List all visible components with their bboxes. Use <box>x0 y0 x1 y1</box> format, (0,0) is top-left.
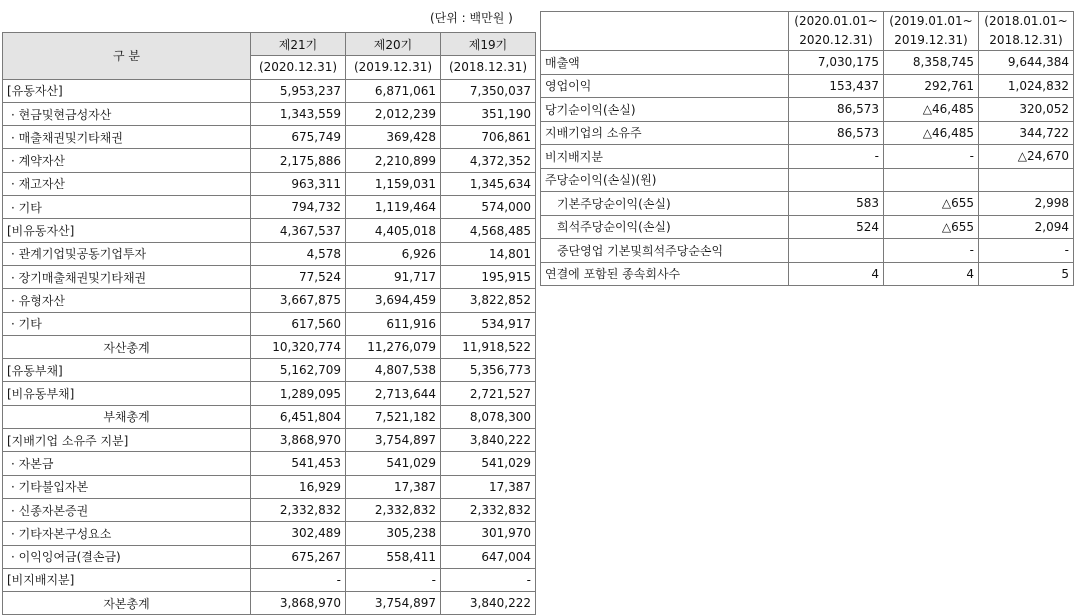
row-value: 4 <box>789 262 884 286</box>
row-value: 4 <box>884 262 979 286</box>
row-value: 5 <box>979 262 1074 286</box>
row-label: 비지배지분 <box>541 145 789 169</box>
row-value: 3,840,222 <box>441 592 536 615</box>
table-row <box>3 126 536 149</box>
row-label: [비유동부채] <box>3 382 251 405</box>
row-value: - <box>979 239 1074 263</box>
row-label: [비지배지분] <box>3 568 251 591</box>
row-label: · 관계기업및공동기업투자 <box>3 242 251 265</box>
balance-sheet-table <box>2 32 536 615</box>
row-value: 3,822,852 <box>441 289 536 312</box>
table-row <box>3 265 536 288</box>
row-value: 305,238 <box>346 522 441 545</box>
row-value: 2,175,886 <box>251 149 346 172</box>
table-row <box>541 239 1074 263</box>
row-value: 2,998 <box>979 192 1074 216</box>
row-label: [유동부채] <box>3 359 251 382</box>
row-label: · 기타자본구성요소 <box>3 522 251 545</box>
row-value: 77,524 <box>251 265 346 288</box>
table-row <box>3 405 536 428</box>
row-label: · 계약자산 <box>3 149 251 172</box>
row-value: 6,926 <box>346 242 441 265</box>
is-header-label <box>541 12 789 51</box>
table-row <box>3 172 536 195</box>
table-row <box>3 196 536 219</box>
income-statement-table <box>540 11 1074 286</box>
row-value: 320,052 <box>979 98 1074 122</box>
row-value: 369,428 <box>346 126 441 149</box>
row-value: 2,713,644 <box>346 382 441 405</box>
row-value: 344,722 <box>979 121 1074 145</box>
row-value: 86,573 <box>789 121 884 145</box>
bs-date-header: (2018.12.31) <box>441 56 536 79</box>
row-value: 4,372,352 <box>441 149 536 172</box>
row-value <box>884 168 979 192</box>
row-value: 2,210,899 <box>346 149 441 172</box>
row-value: 541,453 <box>251 452 346 475</box>
row-label: 당기순이익(손실) <box>541 98 789 122</box>
is-period-end: 2020.12.31) <box>789 31 884 51</box>
row-value: 11,918,522 <box>441 335 536 358</box>
row-label: · 장기매출채권및기타채권 <box>3 265 251 288</box>
row-value: △655 <box>884 215 979 239</box>
row-value: △46,485 <box>884 98 979 122</box>
row-value: - <box>884 145 979 169</box>
table-row <box>541 262 1074 286</box>
row-value: - <box>441 568 536 591</box>
row-value: 3,840,222 <box>441 429 536 452</box>
row-value: 963,311 <box>251 172 346 195</box>
row-value: 8,078,300 <box>441 405 536 428</box>
row-value: 5,356,773 <box>441 359 536 382</box>
row-label: 연결에 포함된 종속회사수 <box>541 262 789 286</box>
row-value: 10,320,774 <box>251 335 346 358</box>
row-value: 153,437 <box>789 74 884 98</box>
row-label: · 이익잉여금(결손금) <box>3 545 251 568</box>
row-label: 부채총계 <box>3 405 251 428</box>
bs-date-header: (2019.12.31) <box>346 56 441 79</box>
row-value: 1,024,832 <box>979 74 1074 98</box>
row-value: 647,004 <box>441 545 536 568</box>
row-value <box>789 239 884 263</box>
row-label: 희석주당순이익(손실) <box>541 215 789 239</box>
row-value: 1,343,559 <box>251 102 346 125</box>
row-value: 3,868,970 <box>251 429 346 452</box>
table-row <box>3 289 536 312</box>
table-row <box>3 592 536 615</box>
row-value: 3,694,459 <box>346 289 441 312</box>
table-row <box>3 475 536 498</box>
table-row <box>3 102 536 125</box>
row-value: 11,276,079 <box>346 335 441 358</box>
row-value: 6,871,061 <box>346 79 441 102</box>
row-value: 91,717 <box>346 265 441 288</box>
row-value: - <box>884 239 979 263</box>
row-value: 611,916 <box>346 312 441 335</box>
row-value: 574,000 <box>441 196 536 219</box>
row-value: 2,332,832 <box>251 498 346 521</box>
table-row <box>3 219 536 242</box>
row-label: 매출액 <box>541 51 789 75</box>
table-row <box>3 149 536 172</box>
row-label: [유동자산] <box>3 79 251 102</box>
row-label: 영업이익 <box>541 74 789 98</box>
bs-header-row <box>3 33 536 56</box>
row-label: · 신종자본증권 <box>3 498 251 521</box>
row-value: 17,387 <box>441 475 536 498</box>
row-value: 583 <box>789 192 884 216</box>
row-value: 17,387 <box>346 475 441 498</box>
table-row <box>3 359 536 382</box>
table-row <box>541 168 1074 192</box>
row-label: · 자본금 <box>3 452 251 475</box>
row-value <box>979 168 1074 192</box>
row-value: 2,721,527 <box>441 382 536 405</box>
table-row <box>3 429 536 452</box>
row-value: 301,970 <box>441 522 536 545</box>
is-period-start: (2020.01.01~ <box>789 12 884 32</box>
unit-note: (단위 : 백만원 ) <box>430 11 513 25</box>
bs-period-header: 제20기 <box>346 33 441 56</box>
is-header-row <box>541 12 1074 32</box>
row-label: · 기타 <box>3 196 251 219</box>
row-value: 1,159,031 <box>346 172 441 195</box>
is-period-end: 2019.12.31) <box>884 31 979 51</box>
row-value: 2,094 <box>979 215 1074 239</box>
row-label: 자본총계 <box>3 592 251 615</box>
table-row <box>3 242 536 265</box>
row-value: 3,754,897 <box>346 592 441 615</box>
row-value: △46,485 <box>884 121 979 145</box>
row-value: 675,267 <box>251 545 346 568</box>
table-row <box>3 335 536 358</box>
table-row <box>3 522 536 545</box>
row-value: 4,578 <box>251 242 346 265</box>
is-period-start: (2018.01.01~ <box>979 12 1074 32</box>
row-value: 8,358,745 <box>884 51 979 75</box>
row-label: · 재고자산 <box>3 172 251 195</box>
row-value: 541,029 <box>441 452 536 475</box>
row-value: 675,749 <box>251 126 346 149</box>
row-value: - <box>251 568 346 591</box>
table-row <box>3 568 536 591</box>
row-value: 1,119,464 <box>346 196 441 219</box>
row-value: 195,915 <box>441 265 536 288</box>
row-label: 자산총계 <box>3 335 251 358</box>
row-value: 7,030,175 <box>789 51 884 75</box>
row-label: 중단영업 기본및희석주당순손익 <box>541 239 789 263</box>
row-value: △655 <box>884 192 979 216</box>
row-label: 지배기업의 소유주 <box>541 121 789 145</box>
table-row <box>541 98 1074 122</box>
row-value: 1,345,634 <box>441 172 536 195</box>
row-label: · 현금및현금성자산 <box>3 102 251 125</box>
row-value: 3,667,875 <box>251 289 346 312</box>
row-value: 558,411 <box>346 545 441 568</box>
row-value: 5,162,709 <box>251 359 346 382</box>
row-value: 4,568,485 <box>441 219 536 242</box>
row-value: 292,761 <box>884 74 979 98</box>
row-value: 2,332,832 <box>346 498 441 521</box>
row-label: · 매출채권및기타채권 <box>3 126 251 149</box>
row-value: 9,644,384 <box>979 51 1074 75</box>
bs-period-header: 제19기 <box>441 33 536 56</box>
row-value: 2,332,832 <box>441 498 536 521</box>
table-row <box>3 382 536 405</box>
row-value: 534,917 <box>441 312 536 335</box>
row-value: 4,405,018 <box>346 219 441 242</box>
is-period-start: (2019.01.01~ <box>884 12 979 32</box>
row-value: 2,012,239 <box>346 102 441 125</box>
table-row <box>541 121 1074 145</box>
row-value: 4,367,537 <box>251 219 346 242</box>
is-period-end: 2018.12.31) <box>979 31 1074 51</box>
row-value: 3,868,970 <box>251 592 346 615</box>
table-row <box>541 74 1074 98</box>
table-row <box>3 498 536 521</box>
row-value: 14,801 <box>441 242 536 265</box>
table-row <box>541 215 1074 239</box>
row-label: · 유형자산 <box>3 289 251 312</box>
bs-period-header: 제21기 <box>251 33 346 56</box>
row-value: 7,350,037 <box>441 79 536 102</box>
row-value: 86,573 <box>789 98 884 122</box>
row-value: - <box>346 568 441 591</box>
table-row <box>3 79 536 102</box>
row-value: 351,190 <box>441 102 536 125</box>
row-value: 3,754,897 <box>346 429 441 452</box>
bs-header-label: 구 분 <box>3 33 251 80</box>
table-row <box>3 545 536 568</box>
row-label: [비유동자산] <box>3 219 251 242</box>
row-value: 4,807,538 <box>346 359 441 382</box>
row-value: 16,929 <box>251 475 346 498</box>
row-label: · 기타불입자본 <box>3 475 251 498</box>
row-value: 1,289,095 <box>251 382 346 405</box>
table-row <box>541 145 1074 169</box>
row-value: 706,861 <box>441 126 536 149</box>
row-label: · 기타 <box>3 312 251 335</box>
table-row <box>541 51 1074 75</box>
row-value: △24,670 <box>979 145 1074 169</box>
row-value: 6,451,804 <box>251 405 346 428</box>
table-row <box>541 192 1074 216</box>
row-value: 5,953,237 <box>251 79 346 102</box>
row-value: - <box>789 145 884 169</box>
row-value: 617,560 <box>251 312 346 335</box>
row-label: [지배기업 소유주 지분] <box>3 429 251 452</box>
row-label: 주당순이익(손실)(원) <box>541 168 789 192</box>
row-value <box>789 168 884 192</box>
row-label: 기본주당순이익(손실) <box>541 192 789 216</box>
row-value: 524 <box>789 215 884 239</box>
row-value: 541,029 <box>346 452 441 475</box>
table-row <box>3 312 536 335</box>
row-value: 7,521,182 <box>346 405 441 428</box>
row-value: 794,732 <box>251 196 346 219</box>
table-row <box>3 452 536 475</box>
bs-date-header: (2020.12.31) <box>251 56 346 79</box>
row-value: 302,489 <box>251 522 346 545</box>
